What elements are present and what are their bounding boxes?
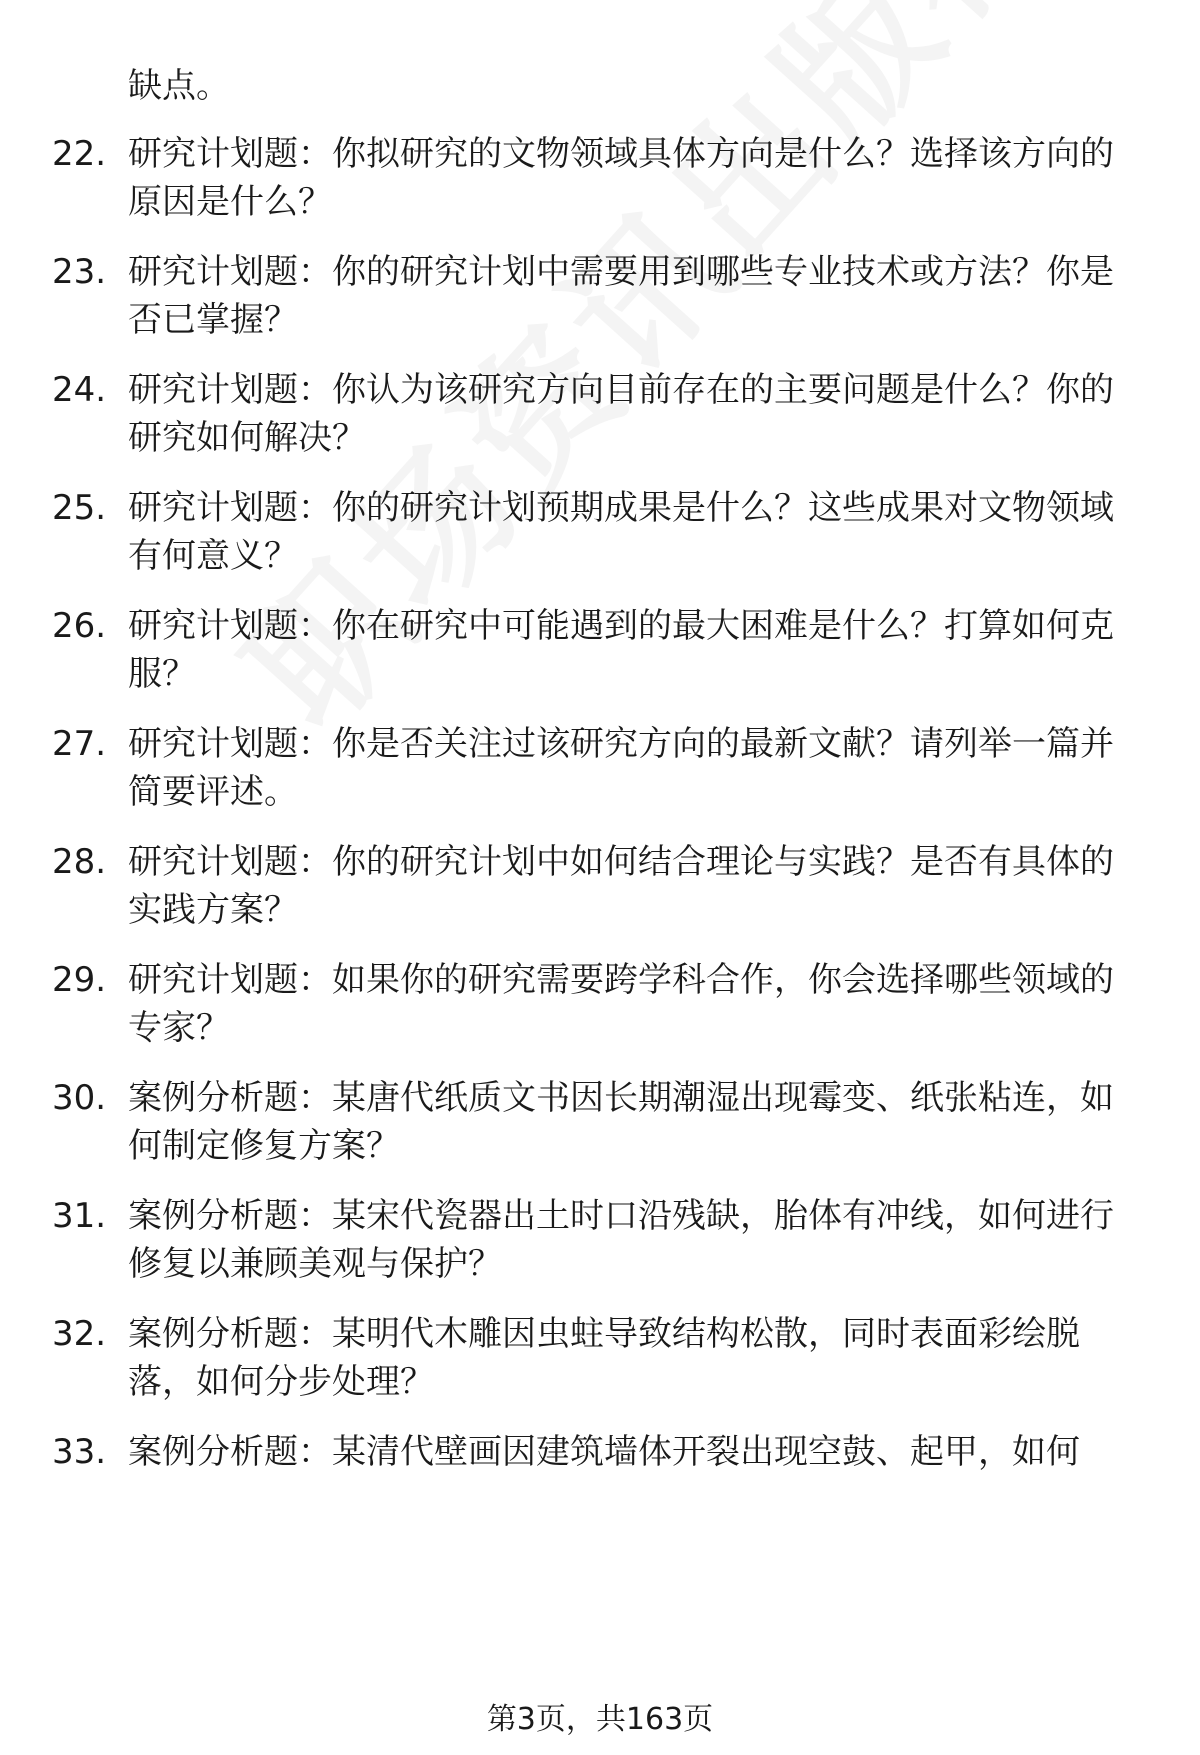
item-text: 研究计划题：你的研究计划中需要用到哪些专业技术或方法？你是否已掌握？ [128, 252, 1114, 340]
item-number: 29. [52, 960, 107, 1000]
item-number: 22. [52, 134, 107, 174]
item-number: 24. [52, 370, 107, 410]
item-number: 30. [52, 1078, 107, 1118]
item-text: 研究计划题：你的研究计划预期成果是什么？这些成果对文物领域有何意义？ [128, 488, 1114, 576]
item-number: 31. [52, 1196, 107, 1236]
item-number: 28. [52, 842, 107, 882]
item-text: 研究计划题：你的研究计划中如何结合理论与实践？是否有具体的实践方案？ [128, 842, 1114, 930]
continuation-text: 缺点。 [128, 66, 230, 106]
item-text: 研究计划题：你拟研究的文物领域具体方向是什么？选择该方向的原因是什么？ [128, 134, 1114, 222]
item-number: 32. [52, 1314, 107, 1354]
item-text: 研究计划题：如果你的研究需要跨学科合作，你会选择哪些领域的专家？ [128, 960, 1114, 1048]
item-text: 研究计划题：你认为该研究方向目前存在的主要问题是什么？你的研究如何解决？ [128, 370, 1114, 458]
item-number: 25. [52, 488, 107, 528]
item-number: 27. [52, 724, 107, 764]
item-text: 案例分析题：某宋代瓷器出土时口沿残缺，胎体有冲线，如何进行修复以兼顾美观与保护？ [128, 1196, 1114, 1284]
item-text: 研究计划题：你是否关注过该研究方向的最新文献？请列举一篇并简要评述。 [128, 724, 1114, 812]
item-text: 案例分析题：某唐代纸质文书因长期潮湿出现霉变、纸张粘连，如何制定修复方案？ [128, 1078, 1114, 1166]
item-text: 研究计划题：你在研究中可能遇到的最大困难是什么？打算如何克服？ [128, 606, 1114, 694]
item-text: 案例分析题：某清代壁画因建筑墙体开裂出现空鼓、起甲，如何 [128, 1432, 1080, 1472]
item-number: 26. [52, 606, 107, 646]
item-text: 案例分析题：某明代木雕因虫蛀导致结构松散，同时表面彩绘脱落，如何分步处理？ [128, 1314, 1080, 1402]
page-footer: 第3页，共163页 [486, 1702, 714, 1737]
item-number: 23. [52, 252, 107, 292]
item-number: 33. [52, 1432, 107, 1472]
